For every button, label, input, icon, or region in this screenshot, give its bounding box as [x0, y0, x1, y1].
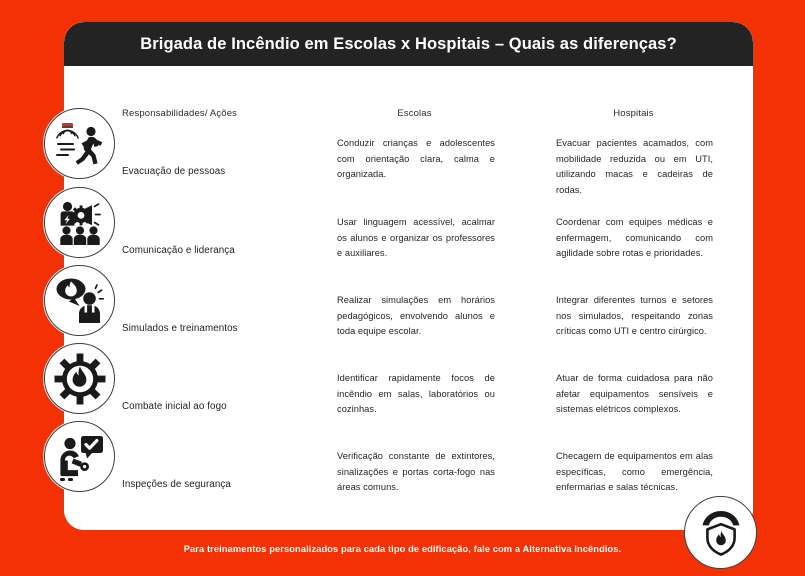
row-escolas-text: Realizar simulações em horários pedagógicos, envolvendo alunos e toda equipe escolar.: [337, 295, 495, 336]
column-header-hospitais: Hospitais: [613, 108, 654, 119]
comparison-table: [64, 66, 753, 530]
card-surface: [64, 22, 753, 530]
infographic-card: [64, 22, 753, 530]
row-hospitais-text: Integrar diferentes turnos e setores nos simulados, respeitando zonas críticas como UTI e centro cirúrgico.: [556, 295, 713, 336]
row-label: Evacuação de pessoas: [122, 165, 226, 177]
row-escolas-text: Identificar rapidamente focos de incêndio em salas, laboratórios ou cozinhas.: [337, 373, 495, 414]
table-row: [64, 445, 753, 523]
footer-cta-text: Para treinamentos personalizados para cada tipo de edificação, fale com a Alternativa Incêndios.: [183, 544, 622, 554]
gear-flame-icon: [44, 343, 115, 414]
row-label: Simulados e treinamentos: [122, 322, 238, 334]
megaphone-leader-crowd-icon: [44, 187, 115, 258]
person-fire-speech-bubble-icon: [44, 265, 115, 336]
row-label: Comunicação e liderança: [122, 244, 235, 256]
table-row: [64, 132, 753, 210]
row-hospitais-text: Atuar de forma cuidadosa para não afetar equipamentos sensíveis e sistemas elétricos complexos.: [556, 373, 713, 414]
row-hospitais-text: Checagem de equipamentos em alas específicas, como emergência, enfermarias e salas técnicas.: [556, 451, 713, 492]
shield-flame-logo: [684, 496, 757, 569]
row-escolas-text: Verificação constante de extintores, sinalizações e portas corta-fogo nas áreas comuns.: [337, 451, 495, 492]
page-title: Brigada de Incêndio em Escolas x Hospitais – Quais as diferenças?: [140, 34, 677, 53]
row-label: Combate inicial ao fogo: [122, 400, 227, 412]
table-row: [64, 367, 753, 445]
inspector-checkmark-icon: [44, 421, 115, 492]
table-row: [64, 211, 753, 289]
table-header-row: [64, 108, 753, 124]
column-header-responsabilidades: Responsabilidades/ Ações: [122, 108, 238, 119]
column-header-escolas: Escolas: [397, 108, 432, 119]
row-escolas-text: Usar linguagem acessível, acalmar os alunos e organizar os professores e auxiliares.: [337, 217, 495, 258]
row-hospitais-text: Evacuar pacientes acamados, com mobilidade reduzida ou em UTI, utilizando macas e cadeiras de rodas.: [556, 138, 713, 195]
card-header: [64, 22, 753, 66]
row-hospitais-text: Coordenar com equipes médicas e enfermagem, comunicando com agilidade sobre rotas e prioridades.: [556, 217, 713, 258]
row-label: Inspeções de segurança: [122, 478, 231, 490]
table-row: [64, 289, 753, 367]
row-escolas-text: Conduzir crianças e adolescentes com orientação clara, calma e organizada.: [337, 138, 495, 179]
running-person-alarm-icon: [44, 108, 115, 179]
